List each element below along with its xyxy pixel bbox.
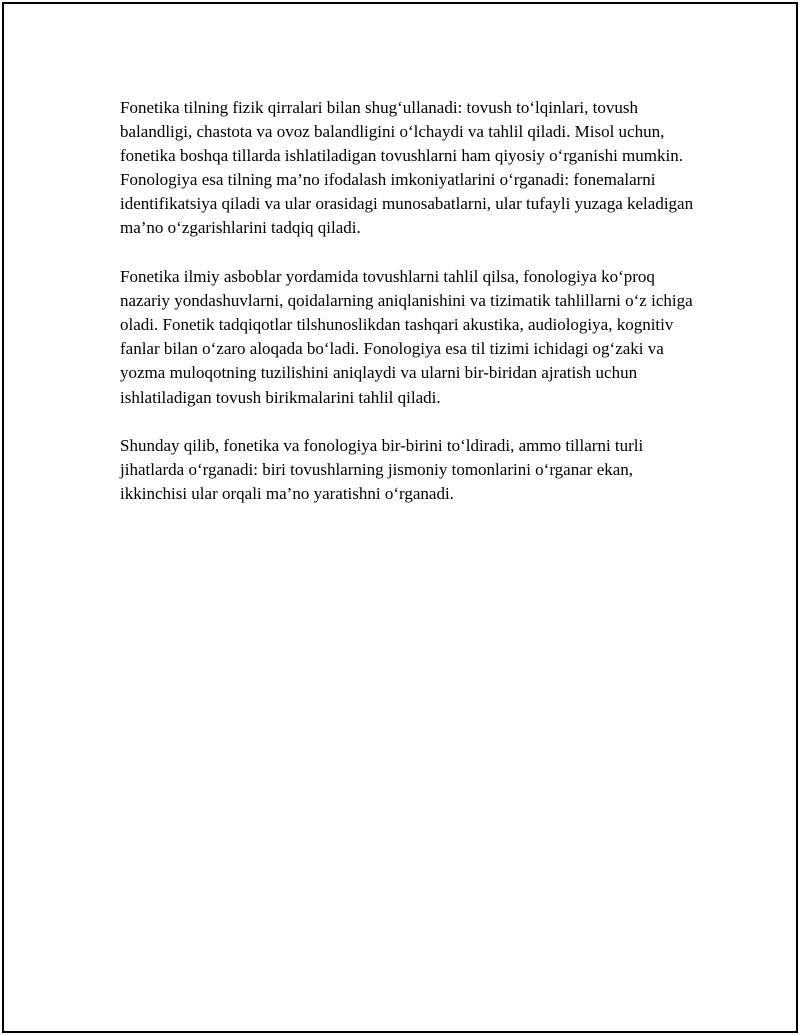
paragraph-3: Shunday qilib, fonetika va fonologiya bir-birini to‘ldiradi, ammo tillarni turli jihatlarda o‘rganadi: biri tovushlarning jismoniy tomonlarini o‘rganar ekan, ikkinchisi ular orqali ma’no yaratishni o‘rganadi. bbox=[120, 436, 644, 504]
paragraph-2: Fonetika ilmiy asboblar yordamida tovushlarni tahlil qilsa, fonologiya ko‘proq nazariy yondashuvlarni, qoidalarning aniqlanishini va tizimatik tahlillarni o‘z ichiga oladi. Fonetik tadqiqotlar tilshunoslikdan tashqari akustika, audiologiya, kognitiv fanlar bilan o‘zaro aloqada bo‘ladi. Fonologiya esa til tizimi ichidagi og‘zaki va yozma muloqotning tuzilishini aniqlaydi va ularni bir-biridan ajratish uchun ishlatiladigan tovush birikmalarini tahlil qiladi. bbox=[120, 267, 693, 407]
document-page bbox=[2, 2, 798, 1033]
document-body bbox=[120, 96, 700, 506]
paragraph-1: Fonetika tilning fizik qirralari bilan shug‘ullanadi: tovush to‘lqinlari, tovush balandligi, chastota va ovoz balandligini o‘lchaydi va tahlil qiladi. Misol uchun, fonetika boshqa tillarda ishlatiladigan tovushlarni ham qiyosiy o‘rganishi mumkin. Fonologiya esa tilning ma’no ifodalash imkoniyatlarini o‘rganadi: fonemalarni identifikatsiya qiladi va ular orasidagi munosabatlarni, ular tufayli yuzaga keladigan ma’no o‘zgarishlarini tadqiq qiladi. bbox=[120, 98, 694, 238]
